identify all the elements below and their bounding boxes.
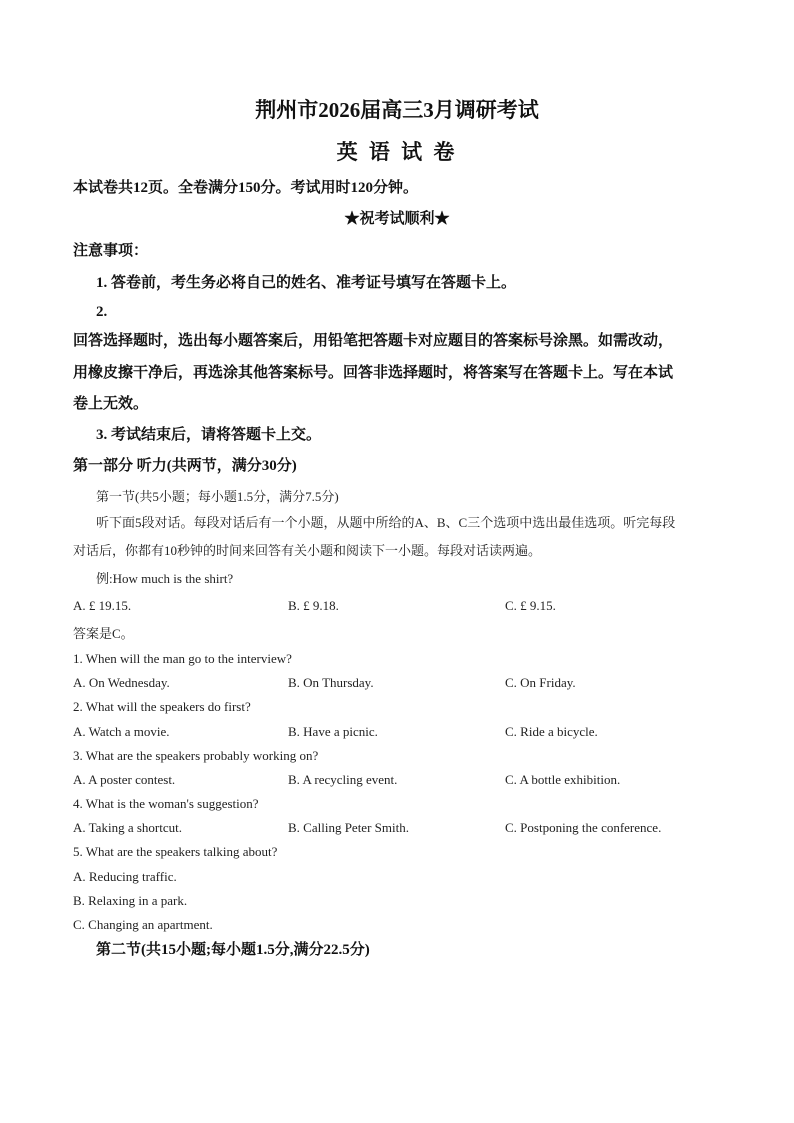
question-1-option-a: A. On Wednesday. — [73, 675, 170, 690]
question-3-option-c: C. A bottle exhibition. — [505, 772, 621, 787]
section-two-heading: 第二节(共15小题;每小题1.5分,满分22.5分) — [96, 942, 370, 958]
question-4: 4. What is the woman's suggestion? — [73, 796, 259, 811]
example-question: 例:How much is the shirt? — [96, 571, 234, 586]
question-1-option-b: B. On Thursday. — [288, 675, 374, 690]
question-5-option-b: B. Relaxing in a park. — [73, 893, 188, 908]
notice-item-3: 3. 考试结束后，请将答题卡上交。 — [96, 427, 322, 443]
question-1-option-c: C. On Friday. — [505, 675, 576, 690]
question-3-option-b: B. A recycling event. — [288, 772, 398, 787]
example-option-b: B. £ 9.18. — [288, 598, 339, 613]
notice-item-2-line-2: 用橡皮擦干净后，再选涂其他答案标号。回答非选择题时，将答案写在答题卡上。写在本试 — [73, 365, 674, 381]
good-luck-banner: ★祝考试顺利★ — [344, 211, 450, 227]
part-one-heading: 第一部分 听力(共两节，满分30分) — [73, 458, 297, 474]
question-4-option-b: B. Calling Peter Smith. — [288, 820, 409, 835]
listening-instruction-line-1: 听下面5段对话。每段对话后有一个小题，从题中所给的A、B、C三个选项中选出最佳选项。听完每段 — [96, 515, 676, 530]
example-answer: 答案是C。 — [73, 626, 134, 641]
question-4-option-c: C. Postponing the conference. — [505, 820, 662, 835]
question-3: 3. What are the speakers probably working on? — [73, 748, 319, 763]
page-subtitle: 英 语 试 卷 — [336, 140, 458, 164]
notice-item-1: 1. 答卷前，考生务必将自己的姓名、准考证号填写在答题卡上。 — [96, 275, 517, 291]
example-option-c: C. £ 9.15. — [505, 598, 556, 613]
notice-item-2-number: 2. — [96, 304, 108, 320]
question-2-option-c: C. Ride a bicycle. — [505, 724, 598, 739]
question-1: 1. When will the man go to the interview? — [73, 651, 292, 666]
notice-item-2-line-3: 卷上无效。 — [73, 396, 149, 412]
notice-item-2-line-1: 回答选择题时，选出每小题答案后，用铅笔把答题卡对应题目的答案标号涂黑。如需改动， — [73, 333, 674, 349]
question-2-option-b: B. Have a picnic. — [288, 724, 378, 739]
example-option-a: A. £ 19.15. — [73, 598, 132, 613]
question-2: 2. What will the speakers do first? — [73, 699, 251, 714]
page-title: 荆州市2026届高三3月调研考试 — [255, 98, 539, 122]
notice-heading: 注意事项： — [73, 243, 149, 259]
question-3-option-a: A. A poster contest. — [73, 772, 176, 787]
exam-info: 本试卷共12页。全卷满分150分。考试用时120分钟。 — [73, 180, 419, 196]
question-5-option-a: A. Reducing traffic. — [73, 869, 177, 884]
listening-instruction-line-2: 对话后，你都有10秒钟的时间来回答有关小题和阅读下一小题。每段对话读两遍。 — [73, 543, 542, 558]
question-4-option-a: A. Taking a shortcut. — [73, 820, 182, 835]
section-one-heading: 第一节(共5小题；每小题1.5分，满分7.5分) — [96, 489, 339, 504]
question-2-option-a: A. Watch a movie. — [73, 724, 170, 739]
question-5: 5. What are the speakers talking about? — [73, 844, 278, 859]
question-5-option-c: C. Changing an apartment. — [73, 917, 213, 932]
